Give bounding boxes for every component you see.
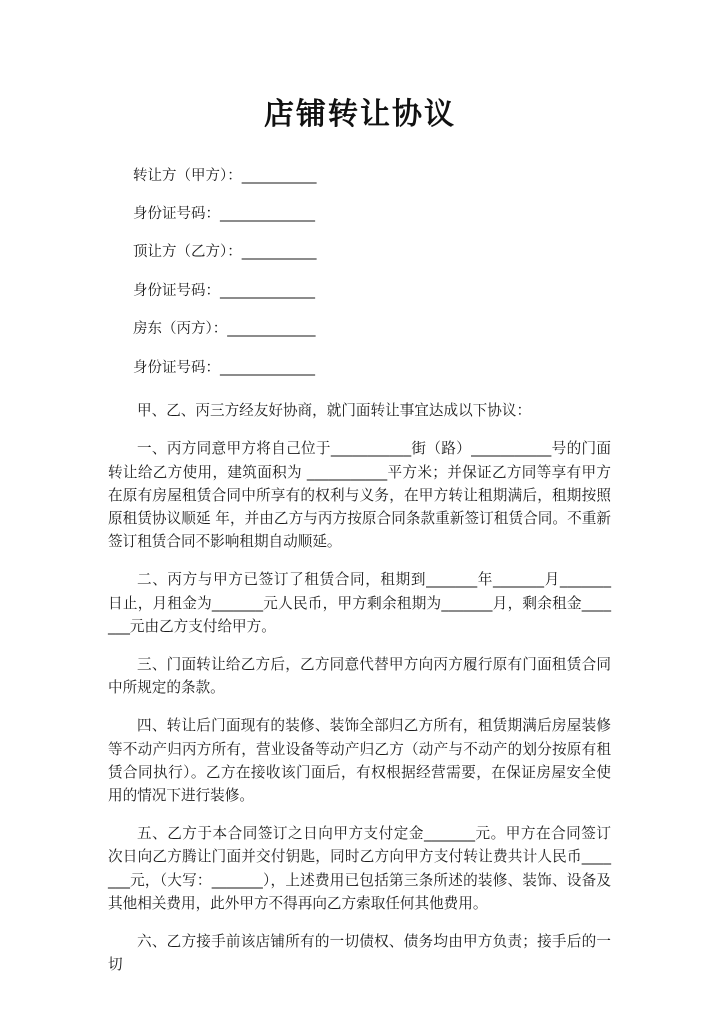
clause-paragraph-2: 二、丙方与甲方已签订了租赁合同，租期到_______年_______月_______日止，月租金为_______元人民币，甲方剩余租期为_______月，剩余租金_______元由乙方支付给甲方。 [108, 571, 611, 635]
party-blank-transferee-id[interactable]: ______________ [220, 282, 315, 299]
party-blank-transferee[interactable]: ___________ [241, 244, 316, 261]
party-line-transferor-id [108, 207, 611, 223]
party-blank-transferor-id[interactable]: ______________ [220, 205, 315, 222]
page-title: 店铺转让协议 [264, 97, 456, 132]
party-info-block [108, 169, 611, 377]
party-line-transferee-id [108, 284, 611, 300]
party-blank-landlord[interactable]: _____________ [227, 321, 315, 338]
party-label-transferor-id: 身份证号码： [133, 205, 220, 222]
preamble-paragraph: 甲、乙、丙三方经友好协商，就门面转让事宜达成以下协议： [137, 402, 532, 420]
party-line-transferor [108, 169, 611, 185]
party-label-transferor: 转让方（甲方）： [133, 167, 242, 184]
party-blank-landlord-id[interactable]: ______________ [220, 359, 315, 376]
clause-paragraph-3: 三、门面转让给乙方后，乙方同意代替甲方向丙方履行原有门面租赁合同中所规定的条款。 [108, 655, 611, 697]
party-label-landlord: 房东（丙方）： [133, 321, 228, 338]
party-label-landlord-id: 身份证号码： [133, 359, 220, 376]
document-body [0, 169, 720, 977]
clause-paragraph-6: 六、乙方接手前该店铺所有的一切债权、债务均由甲方负责；接手后的一切 [108, 932, 611, 974]
party-line-landlord-id [108, 361, 611, 377]
party-blank-transferor[interactable]: ___________ [241, 167, 316, 184]
party-line-transferee [108, 245, 611, 261]
clause-paragraph-4: 四、转让后门面现有的装修、装饰全部归乙方所有，租赁期满后房屋装修等不动产归丙方所有，营业设备等动产归乙方（动产与不动产的划分按原有租赁合同执行）。乙方在接收该门面后，有权根据经营需要，在保证房屋安全使用的情况下进行装修。 [108, 717, 611, 804]
clause-paragraph-1: 一、丙方同意甲方将自己位于___________街（路）___________号的门面转让给乙方使用，建筑面积为 ___________平方米；并保证乙方同等享有甲方在原有房屋租赁合同中所享有的权利与义务，在甲方转让租期满后，租期按照原租赁协议顺延 年，并由乙方与丙方按原合同条款重新签订租赁合同。不重新签订租赁合同不影响租期自动顺延。 [108, 440, 611, 551]
party-line-landlord [108, 322, 611, 338]
clause-paragraph-5: 五、乙方于本合同签订之日向甲方支付定金_______元。甲方在合同签订次日向乙方腾让门面并交付钥匙，同时乙方向甲方支付转让费共计人民币_______元，（大写：_______），上述费用已包括第三条所述的装修、装饰、设备及其他相关费用，此外甲方不得再向乙方索取任何其他费用。 [108, 825, 611, 912]
party-label-transferee-id: 身份证号码： [133, 282, 220, 299]
party-label-transferee: 顶让方（乙方）： [133, 244, 242, 261]
